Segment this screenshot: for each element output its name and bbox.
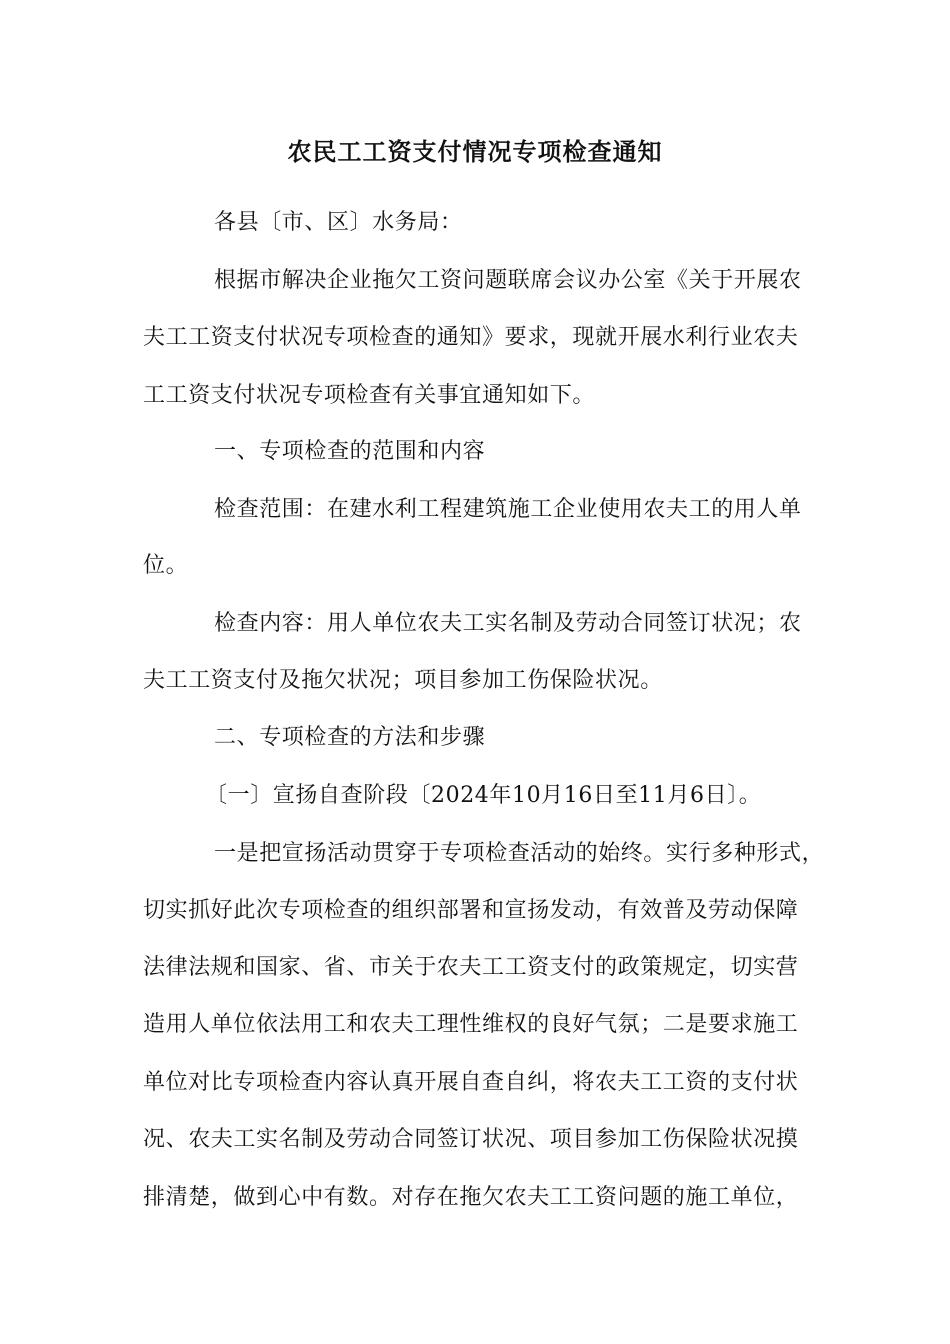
paragraph-line: 单位对比专项检查内容认真开展自查自纠，将农夫工工资的支付状 <box>143 1070 799 1095</box>
section-heading: 二、专项检查的方法和步骤 <box>214 725 486 750</box>
paragraph-line: 夫工工资支付及拖欠状况；项目参加工伤保险状况。 <box>143 668 663 693</box>
paragraph-line: 一是把宣扬活动贯穿于专项检查活动的始终。实行多种形式， <box>214 841 825 866</box>
paragraph-line: 排清楚，做到心中有数。对存在拖欠农夫工工资问题的施工单位， <box>143 1185 799 1210</box>
paragraph-line: 造用人单位依法用工和农夫工理性维权的良好气氛；二是要求施工 <box>143 1012 799 1037</box>
paragraph-line: 根据市解决企业拖欠工资问题联席会议办公室《关于开展农 <box>214 268 802 293</box>
paragraph-line: 况、农夫工实名制及劳动合同签订状况、项目参加工伤保险状况摸 <box>143 1127 799 1152</box>
paragraph-line: 法律法规和国家、省、市关于农夫工工资支付的政策规定，切实营 <box>143 955 799 980</box>
paragraph-line: 检查范围：在建水利工程建筑施工企业使用农夫工的用人单 <box>214 497 802 522</box>
salutation: 各县〔市、区〕水务局： <box>214 210 463 235</box>
document-title: 农民工工资支付情况专项检查通知 <box>287 137 663 166</box>
paragraph-line: 位。 <box>143 553 189 578</box>
paragraph-line: 检查内容：用人单位农夫工实名制及劳动合同签订状况；农 <box>214 611 802 636</box>
paragraph-line: 切实抓好此次专项检查的组织部署和宣扬发动，有效普及劳动保障 <box>143 898 799 923</box>
section-heading: 一、专项检查的范围和内容 <box>214 439 486 464</box>
paragraph-line: 夫工工资支付状况专项检查的通知》要求，现就开展水利行业农夫 <box>143 325 799 350</box>
subsection-heading: 〔一〕宣扬自查阶段〔2024年10月16日至11月6日〕。 <box>205 783 762 808</box>
paragraph-line: 工工资支付状况专项检查有关事宜通知如下。 <box>143 383 596 408</box>
